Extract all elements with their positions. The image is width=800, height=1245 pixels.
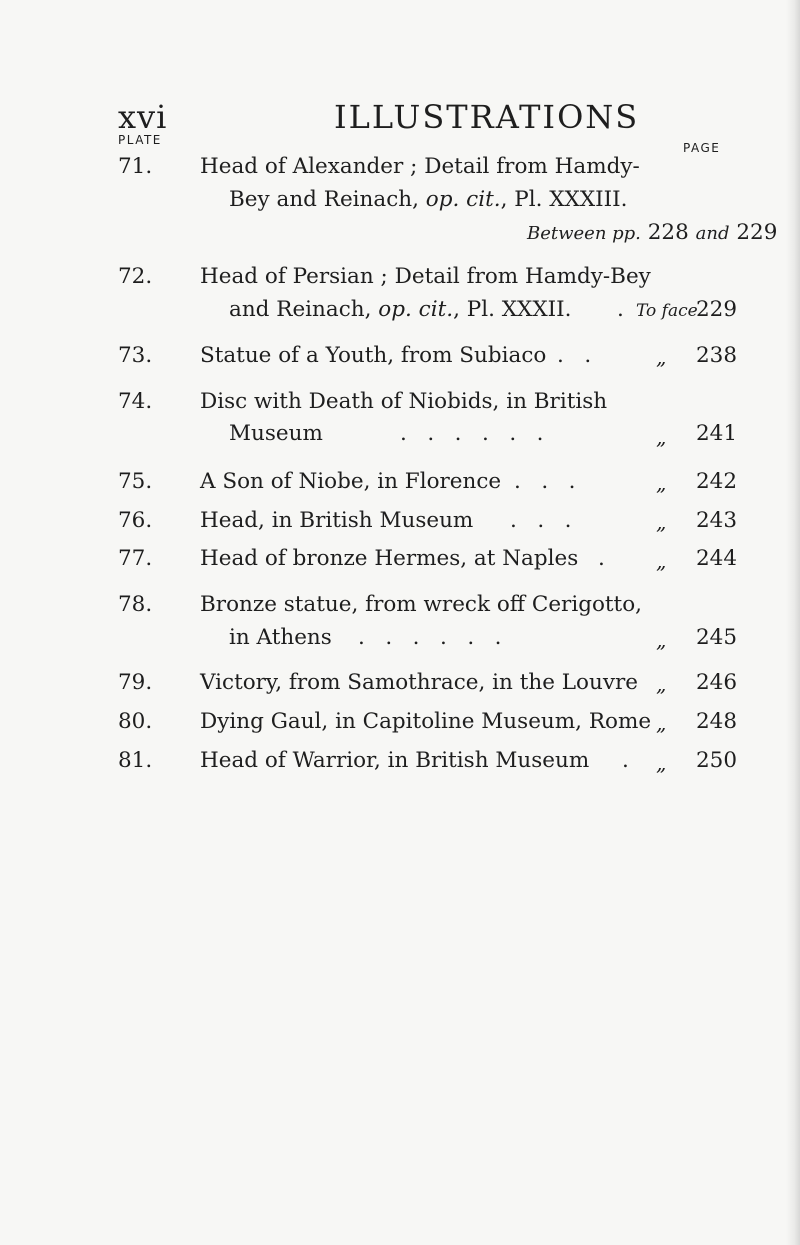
plate-number: 79. bbox=[118, 670, 153, 695]
plate-number: 75. bbox=[118, 469, 153, 494]
ditto-mark: „ bbox=[656, 672, 667, 696]
caption-line: Head of bronze Hermes, at Naples bbox=[200, 546, 579, 571]
caption-line: Victory, from Samothrace, in the Louvre bbox=[200, 670, 638, 695]
caption-line: in Athens bbox=[229, 625, 332, 650]
page-number: 242 bbox=[696, 469, 738, 494]
ditto-mark: „ bbox=[656, 711, 667, 735]
dot-leader: . bbox=[598, 546, 605, 571]
page-folio: xvi bbox=[118, 98, 168, 136]
ditto-mark: „ bbox=[656, 345, 667, 369]
plate-number: 77. bbox=[118, 546, 153, 571]
page-number: 245 bbox=[696, 625, 738, 650]
caption-line: Statue of a Youth, from Subiaco bbox=[200, 343, 547, 368]
ditto-mark: „ bbox=[656, 549, 667, 573]
caption-line: Head, in British Museum bbox=[200, 508, 474, 533]
plate-number: 81. bbox=[118, 748, 153, 773]
plate-column-label: PLATE bbox=[118, 133, 162, 147]
page-reference: To face bbox=[636, 301, 698, 321]
ditto-mark: „ bbox=[656, 425, 667, 449]
caption-line: Dying Gaul, in Capitoline Museum, Rome bbox=[200, 709, 652, 734]
page-column-label: PAGE bbox=[683, 141, 721, 155]
page-number: 244 bbox=[696, 546, 738, 571]
ditto-mark: „ bbox=[656, 751, 667, 775]
dot-leader: . bbox=[622, 748, 629, 773]
caption-line: Bronze statue, from wreck off Cerigotto, bbox=[200, 592, 642, 617]
plate-number: 80. bbox=[118, 709, 153, 734]
page-number: 243 bbox=[696, 508, 738, 533]
page-number: 246 bbox=[696, 670, 738, 695]
dot-leader: . . . . . . bbox=[400, 421, 544, 446]
scan-edge-shadow bbox=[786, 0, 800, 1245]
dot-leader: . . . . . . bbox=[358, 625, 502, 650]
page-number: 248 bbox=[696, 709, 738, 734]
page-number: 229 bbox=[696, 297, 738, 322]
ditto-mark: „ bbox=[656, 628, 667, 652]
page-number: 241 bbox=[696, 421, 738, 446]
plate-number: 76. bbox=[118, 508, 153, 533]
caption-line: and Reinach, op. cit., Pl. XXXII. bbox=[229, 297, 572, 322]
ditto-mark: „ bbox=[656, 471, 667, 495]
page-number: 250 bbox=[696, 748, 738, 773]
ditto-mark: „ bbox=[656, 510, 667, 534]
plate-number: 78. bbox=[118, 592, 153, 617]
caption-line: Bey and Reinach, op. cit., Pl. XXXIII. bbox=[229, 187, 628, 212]
caption-line: Museum bbox=[229, 421, 323, 446]
page-number: 238 bbox=[696, 343, 738, 368]
dot-leader: . . . bbox=[514, 469, 576, 494]
page-range: Between pp. 228 and 229 bbox=[527, 220, 778, 245]
page-title: ILLUSTRATIONS bbox=[334, 98, 640, 136]
caption-line: A Son of Niobe, in Florence bbox=[200, 469, 502, 494]
dot-leader: . . bbox=[557, 343, 592, 368]
caption-line: Head of Warrior, in British Museum bbox=[200, 748, 590, 773]
caption-line: Head of Persian ; Detail from Hamdy-Bey bbox=[200, 264, 651, 289]
plate-number: 74. bbox=[118, 389, 153, 414]
caption-line: Head of Alexander ; Detail from Hamdy- bbox=[200, 154, 640, 179]
plate-number: 71. bbox=[118, 154, 153, 179]
plate-number: 73. bbox=[118, 343, 153, 368]
caption-line: Disc with Death of Niobids, in British bbox=[200, 389, 608, 414]
plate-number: 72. bbox=[118, 264, 153, 289]
dot-leader: . . . bbox=[510, 508, 572, 533]
dot-leader: . bbox=[617, 297, 624, 322]
